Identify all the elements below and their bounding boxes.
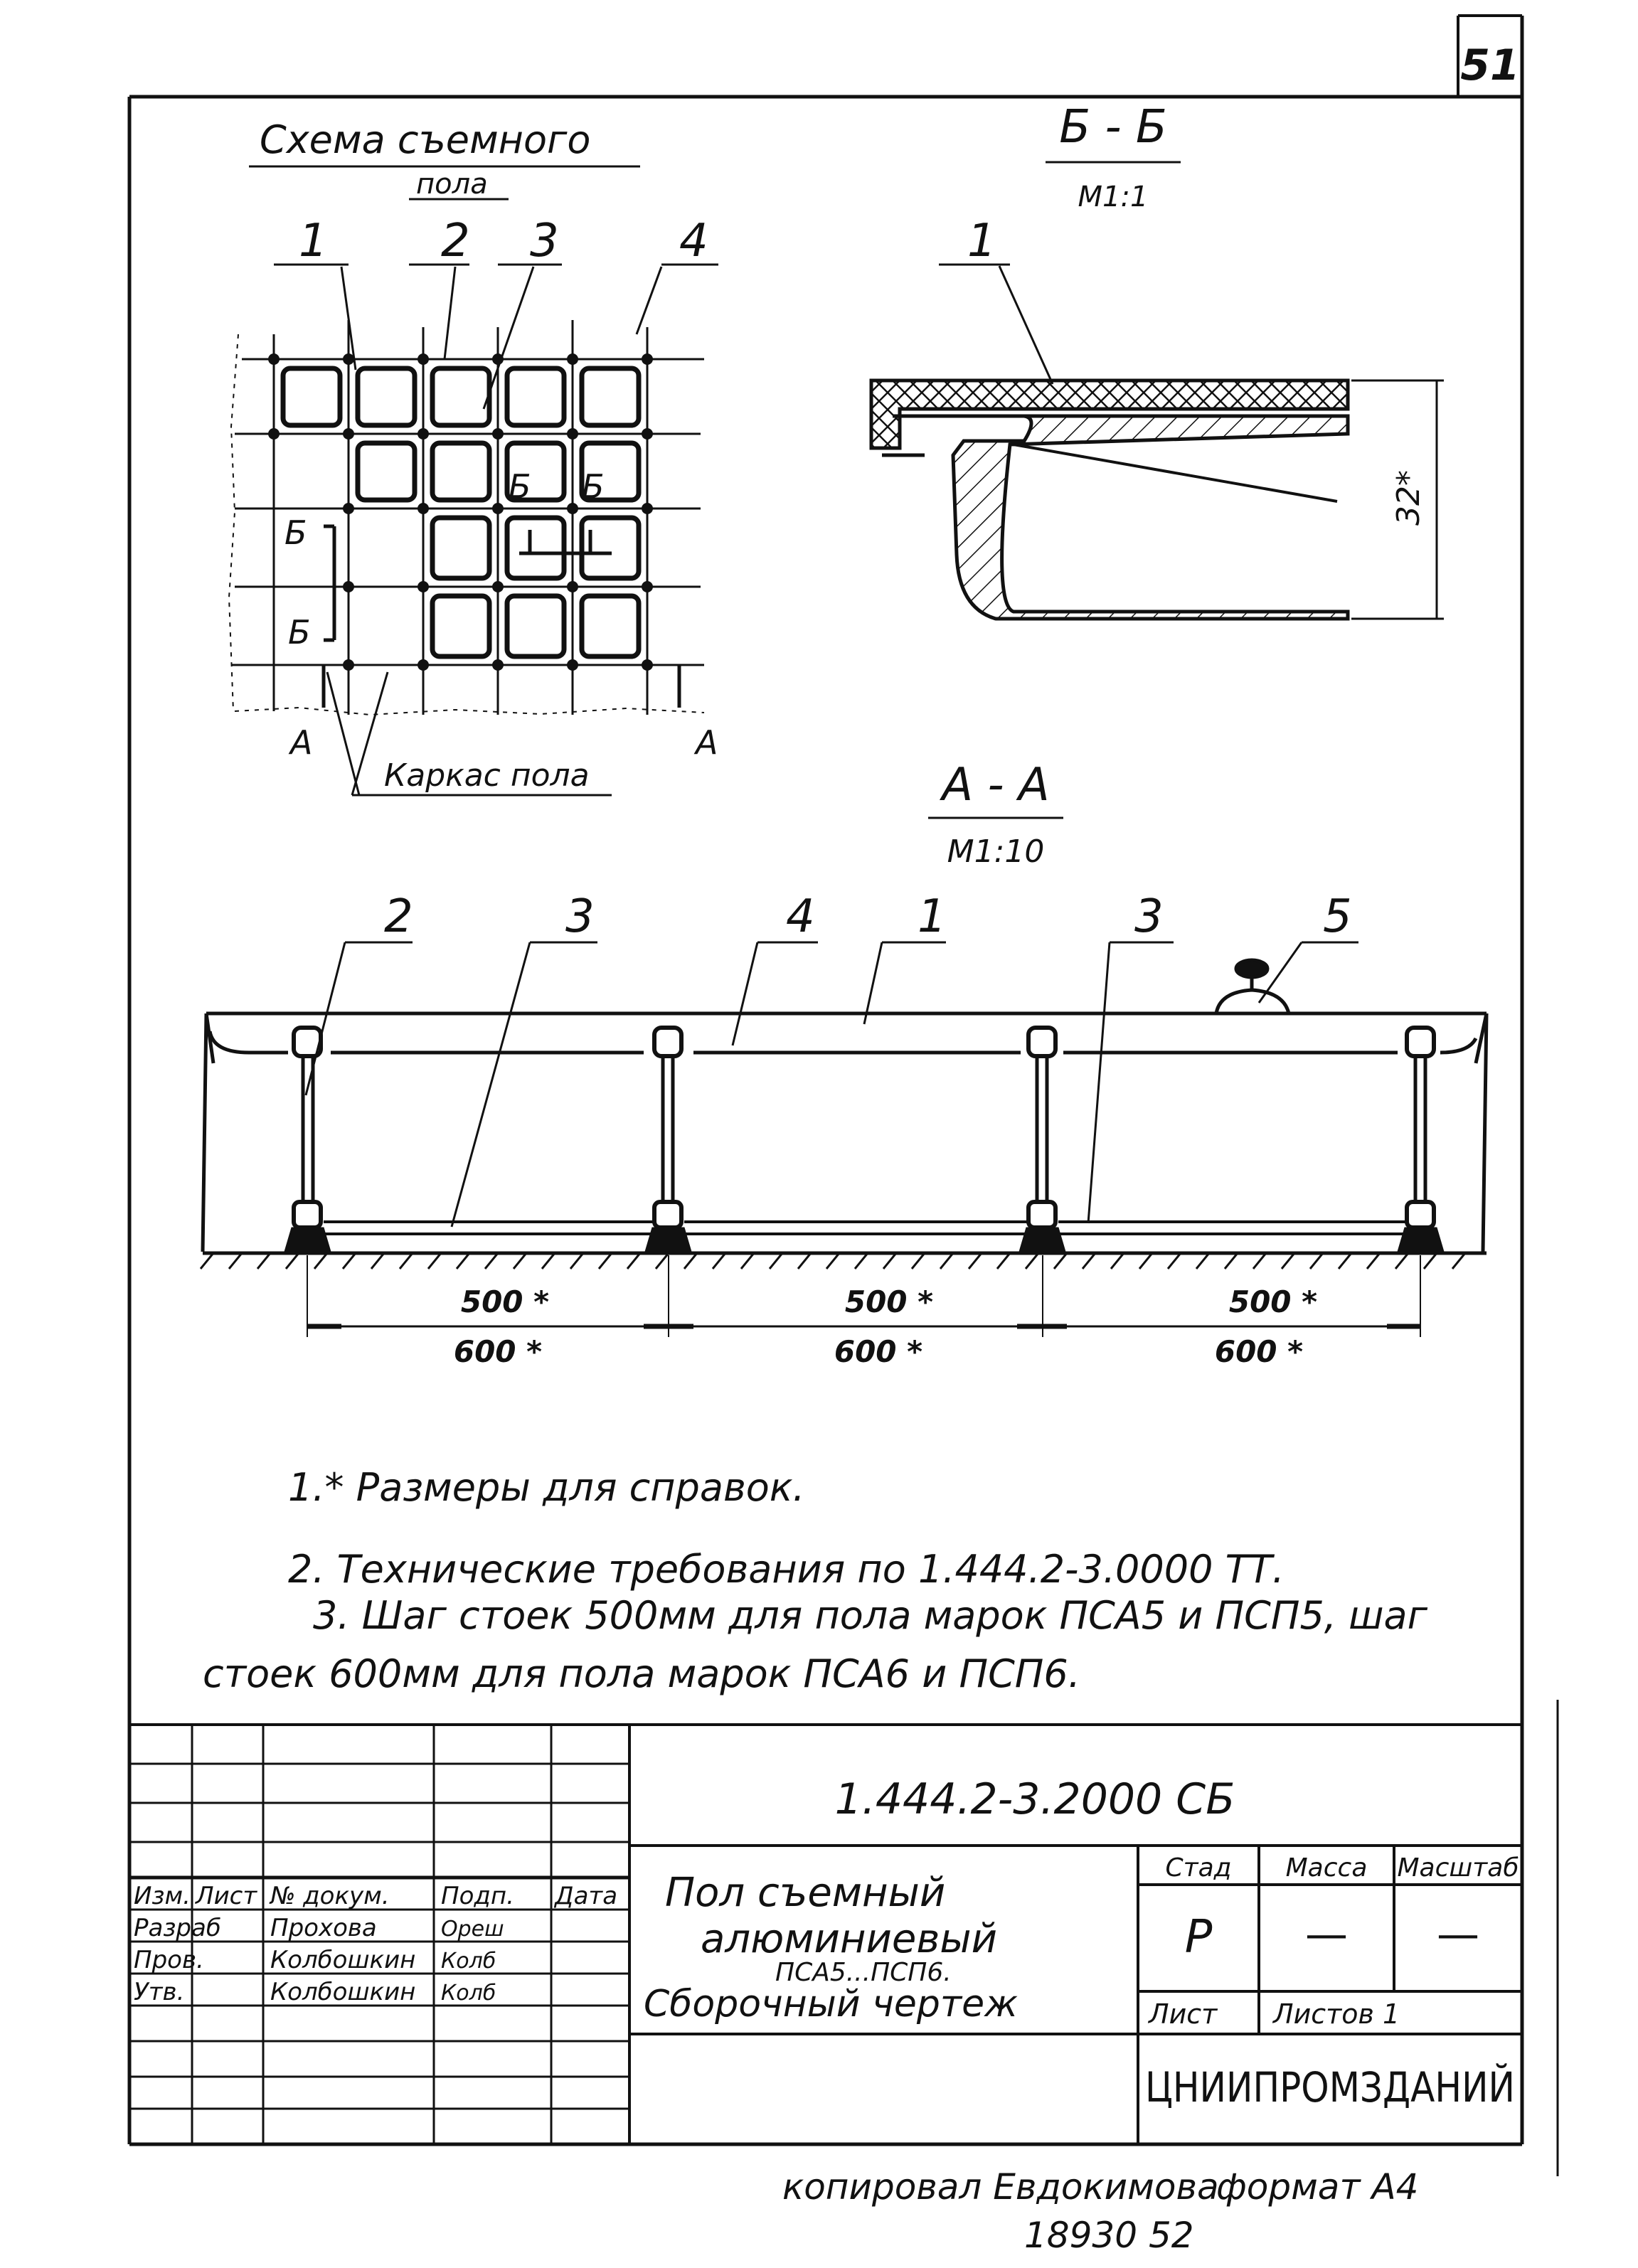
dimension-600: 600 * — [834, 1334, 923, 1369]
header-date: Дата — [555, 1882, 618, 1910]
mass-label: Масса — [1285, 1853, 1368, 1883]
header-list: Лист — [196, 1882, 257, 1910]
note-3: 3. Шаг стоек 500мм для пола марок ПСА5 и ПСП5, шаг — [313, 1593, 1428, 1638]
copied-by: копировал Евдокимова — [782, 2166, 1219, 2208]
name-line-1: Пол съемный — [665, 1870, 946, 1916]
section-mark: А — [696, 723, 718, 762]
aa-callout: 3 — [1134, 890, 1164, 943]
name-line-4: Сборочный чертеж — [644, 1983, 1018, 2025]
dimension-500: 500 * — [1228, 1284, 1318, 1319]
sheet-number: 51 — [1460, 41, 1520, 90]
name-line-3: ПСА5...ПСП6. — [775, 1958, 952, 1987]
row-name: Колбошкин — [270, 1946, 416, 1974]
pedestal — [1398, 1028, 1444, 1252]
lifting-handle — [1216, 960, 1289, 1013]
row-role: Разраб — [134, 1914, 221, 1942]
dimension-600: 600 * — [1214, 1334, 1304, 1369]
footer-code: 18930 52 — [1024, 2215, 1194, 2256]
scale-value: — — [1437, 1910, 1479, 1959]
row-role: Пров. — [134, 1946, 204, 1974]
section-aa-scale: М1:10 — [947, 834, 1045, 870]
aa-callout: 1 — [918, 890, 947, 943]
row-sign: Колб — [441, 1981, 496, 2006]
plan-callout: 3 — [530, 215, 559, 267]
dimension-500: 500 * — [460, 1284, 550, 1319]
row-name: Колбошкин — [270, 1978, 416, 2006]
approval-rows — [134, 1914, 504, 2006]
aa-callout: 2 — [384, 890, 413, 943]
header-doc: № докум. — [270, 1882, 390, 1910]
title-block — [129, 1725, 1574, 2144]
document-name — [644, 1870, 1018, 2025]
note-2: 2. Технические требования по 1.444.2-3.0000 ТТ. — [288, 1547, 1285, 1592]
section-mark: А — [290, 723, 313, 762]
row-sign: Ореш — [441, 1917, 504, 1942]
section-aa-title: А - А — [942, 759, 1050, 811]
plan-callout: 4 — [679, 215, 708, 267]
pedestal — [1019, 1028, 1065, 1252]
organization: ЦНИИПРОМЗДАНИЙ — [1145, 2063, 1574, 2112]
section-mark: Б — [509, 467, 531, 506]
pedestals — [284, 1028, 1444, 1252]
section-bb-title: Б - Б — [1059, 101, 1167, 154]
revision-headers — [134, 1882, 617, 1910]
aa-callout: 4 — [786, 890, 815, 943]
section-bb-dimension: 32* — [1390, 470, 1427, 526]
stage-label: Стад — [1165, 1853, 1232, 1883]
pedestal — [645, 1028, 691, 1252]
note-3-cont: стоек 600мм для пола марок ПСА6 и ПСП6. — [203, 1651, 1080, 1696]
aa-callout: 3 — [565, 890, 595, 943]
section-bb-scale: М1:1 — [1078, 181, 1149, 213]
scale-label: Масштаб — [1397, 1853, 1519, 1883]
section-aa-callouts — [384, 890, 1352, 943]
sheet-frame — [129, 16, 1574, 2176]
dimension-500: 500 * — [844, 1284, 934, 1319]
stage-value: Р — [1184, 1911, 1213, 1964]
section-mark: Б — [284, 513, 307, 552]
frame-rails — [324, 1222, 1405, 1234]
notes — [203, 1465, 1428, 1696]
aluminium-profile — [893, 416, 1348, 619]
section-a-a — [201, 759, 1487, 1369]
header-izm: Изм. — [134, 1882, 191, 1910]
row-role: Утв. — [134, 1978, 185, 2006]
plan-callout: 1 — [299, 215, 328, 267]
plan-title: Схема съемного — [260, 117, 591, 162]
dimension-600: 600 * — [453, 1334, 543, 1369]
base-floor — [201, 1253, 1487, 1269]
section-b-b — [871, 101, 1444, 619]
mass-value: — — [1305, 1910, 1348, 1959]
floor-plan-scheme — [229, 117, 718, 795]
note-1: 1.* Размеры для справок. — [288, 1465, 805, 1510]
paper-format: формат А4 — [1216, 2166, 1419, 2208]
section-mark: Б — [288, 613, 311, 651]
section-mark: Б — [582, 467, 605, 506]
header-sign: Подп. — [441, 1882, 514, 1910]
frame-label: Каркас пола — [384, 757, 590, 794]
row-name: Прохова — [270, 1914, 377, 1942]
sheets-label: Листов 1 — [1273, 1998, 1400, 2030]
aa-callout: 5 — [1323, 890, 1352, 943]
pedestal — [284, 1028, 331, 1252]
drawing-code: 1.444.2-3.2000 СБ — [834, 1774, 1235, 1824]
sheet-label: Лист — [1149, 1998, 1218, 2030]
floor-panel-profile — [203, 1013, 1487, 1252]
row-sign: Колб — [441, 1949, 496, 1974]
section-bb-callout: 1 — [967, 215, 996, 267]
name-line-2: алюминиевый — [701, 1916, 997, 1962]
plan-callout: 2 — [441, 215, 470, 267]
plan-title-line2: пола — [416, 168, 488, 201]
